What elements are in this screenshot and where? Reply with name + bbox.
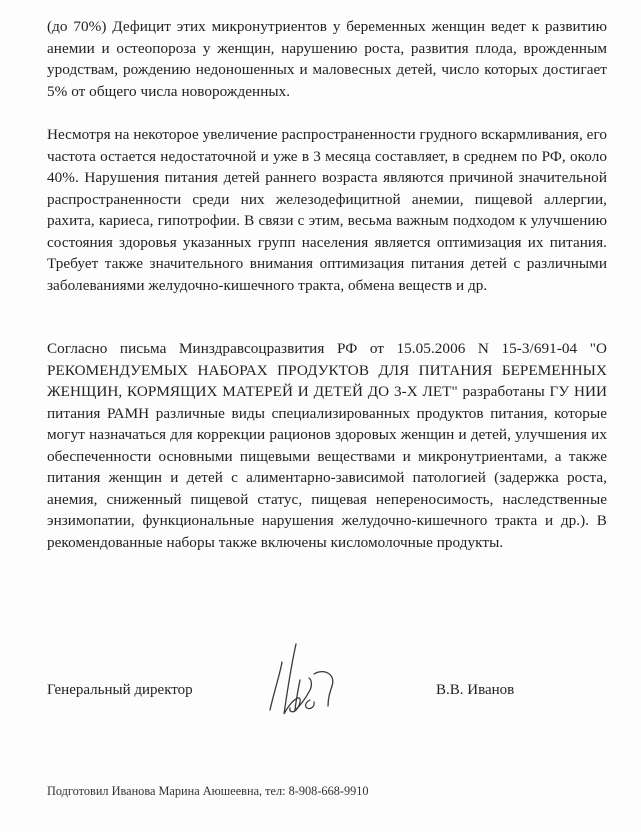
signatory-name: В.В. Иванов <box>436 682 515 698</box>
prepared-by-line: Подготовил Иванова Марина Аюшеевна, тел: 8-908-668-9910 <box>47 784 369 798</box>
paragraph-micronutrient-deficiency: (до 70%) Дефицит этих микронутриентов у беременных женщин ведет к развитию анемии и остеопороза у женщин, нарушению роста, развития плода, врожденным уродствам, рождению недоношенных и маловесных детей, число которых достигает 5% от общего числа новорожденных. <box>47 18 607 100</box>
handwritten-signature <box>262 640 352 724</box>
paragraph-ministry-letter: Согласно письма Минздравсоцразвития РФ от 15.05.2006 N 15-3/691-04 "О РЕКОМЕНДУЕМЫХ НАБОРАХ ПРОДУКТОВ ДЛЯ ПИТАНИЯ БЕРЕМЕННЫХ ЖЕНЩИН, КОРМЯЩИХ МАТЕРЕЙ И ДЕТЕЙ ДО 3-Х ЛЕТ" разработаны ГУ НИИ питания РАМН различные виды специализированных продуктов питания, которые могут назначаться для коррекции рационов здоровых женщин и детей, улучшения их обеспеченности основными пищевыми веществами и микронутриентами, а также питания женщин и детей с алиментарно-зависимой патологией (задержка роста, анемия, сниженный пищевой статус, пищевая непереносимость, наследственные энзимопатии, функциональные нарушения желудочно-кишечного тракта и др.). В рекомендованные наборы также включены кисломолочные продукты. <box>47 340 607 551</box>
paragraph-breastfeeding: Несмотря на некоторое увеличение распространенности грудного вскармливания, его частота остается недостаточной и уже в 3 месяца составляет, в среднем по РФ, около 40%. Нарушения питания детей раннего возраста являются причиной значительной распространенности среди них железодефицитной анемии, пищевой аллергии, рахита, кариеса, гипотрофии. В связи с этим, весьма важным подходом к улучшению состояния здоровья указанных групп населения является оптимизация их питания. Требует также значительного внимания оптимизация питания детей с различными заболеваниями желудочно-кишечного тракта, обмена веществ и др. <box>47 126 607 294</box>
signatory-title: Генеральный директор <box>47 682 193 698</box>
